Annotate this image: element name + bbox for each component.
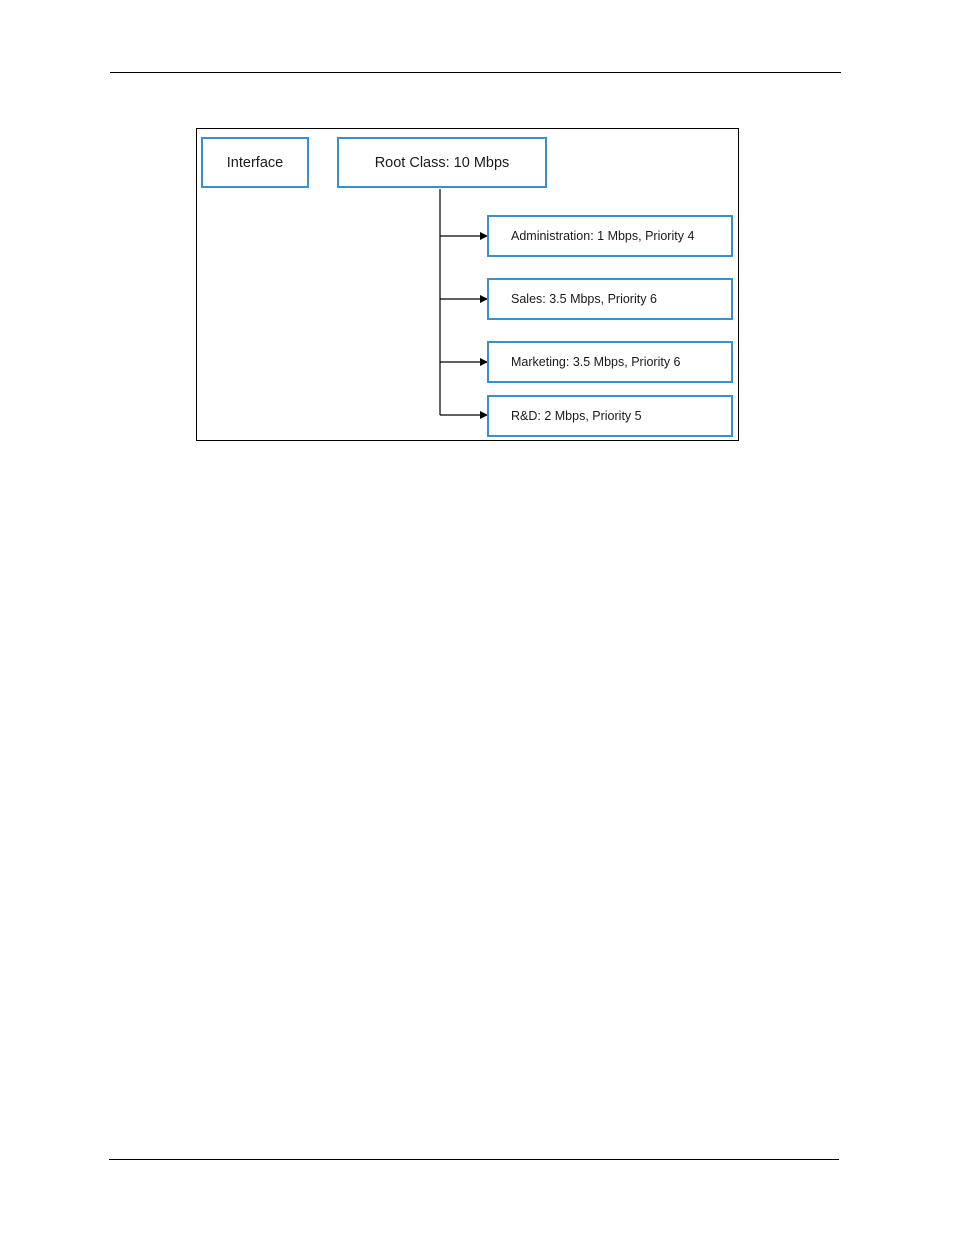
child-class-node: [487, 278, 733, 320]
root-class-node-label: Root Class: 10 Mbps: [374, 154, 510, 171]
child-class-label: Administration: 1 Mbps, Priority 4: [511, 229, 695, 243]
root-class-node: [337, 137, 547, 188]
child-class-node: [487, 395, 733, 437]
bandwidth-class-diagram: [196, 128, 739, 441]
child-class-label: Marketing: 3.5 Mbps, Priority 6: [511, 355, 681, 369]
interface-node-label: Interface: [226, 154, 284, 171]
interface-node: [201, 137, 309, 188]
header-rule: [110, 72, 841, 73]
child-class-label: Sales: 3.5 Mbps, Priority 6: [511, 292, 657, 306]
child-class-node: [487, 215, 733, 257]
child-class-label: R&D: 2 Mbps, Priority 5: [511, 409, 642, 423]
footer-rule: [109, 1159, 839, 1160]
child-class-node: [487, 341, 733, 383]
